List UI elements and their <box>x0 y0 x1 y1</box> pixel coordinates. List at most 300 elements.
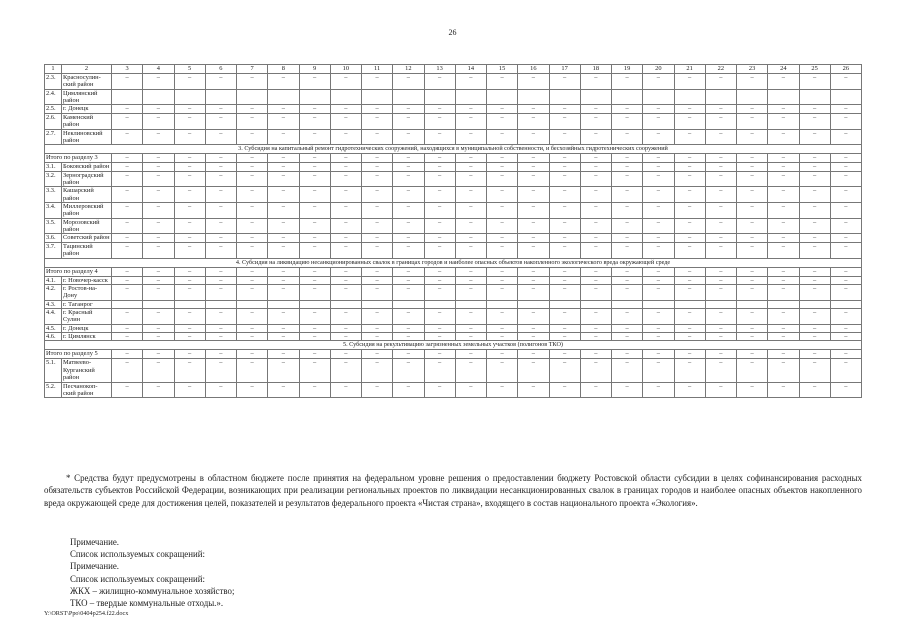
value-cell: – <box>487 350 518 359</box>
footnote <box>44 472 862 509</box>
value-cell: – <box>518 129 549 145</box>
value-cell <box>799 89 830 105</box>
value-cell: – <box>768 203 799 219</box>
value-cell: – <box>455 218 486 234</box>
value-cell: – <box>549 74 580 90</box>
value-cell: – <box>643 276 674 284</box>
value-cell: – <box>330 171 361 187</box>
value-cell: – <box>143 267 174 276</box>
value-cell: – <box>674 324 705 332</box>
value-cell: – <box>268 218 299 234</box>
value-cell: – <box>768 359 799 382</box>
value-cell: – <box>674 105 705 113</box>
value-cell: – <box>549 154 580 163</box>
value-cell: – <box>205 350 236 359</box>
value-cell: – <box>549 171 580 187</box>
value-cell: – <box>705 234 736 242</box>
value-cell: – <box>205 276 236 284</box>
value-cell <box>643 89 674 105</box>
value-cell: – <box>674 382 705 398</box>
value-cell: – <box>737 203 768 219</box>
file-path: Y:\ORST\Ppo\0404p254.f22.docx <box>44 610 129 617</box>
value-cell: – <box>580 163 611 171</box>
value-cell: – <box>612 234 643 242</box>
row-number: 3.3. <box>45 187 62 203</box>
municipality-name: Миллеровский район <box>62 203 112 219</box>
value-cell: – <box>143 105 174 113</box>
value-cell: – <box>674 154 705 163</box>
table-row <box>45 203 862 219</box>
value-cell <box>487 300 518 308</box>
value-cell: – <box>643 234 674 242</box>
value-cell: – <box>143 154 174 163</box>
value-cell: – <box>737 382 768 398</box>
value-cell: – <box>299 171 330 187</box>
value-cell: – <box>299 154 330 163</box>
value-cell <box>549 300 580 308</box>
value-cell: – <box>549 105 580 113</box>
value-cell: – <box>299 129 330 145</box>
column-number: 8 <box>268 65 299 74</box>
value-cell <box>455 89 486 105</box>
municipality-name: г. Таганрог <box>62 300 112 308</box>
value-cell <box>705 89 736 105</box>
value-cell: – <box>518 234 549 242</box>
value-cell: – <box>705 129 736 145</box>
value-cell: – <box>455 284 486 300</box>
value-cell: – <box>830 74 861 90</box>
value-cell: – <box>143 203 174 219</box>
note-line: Примечание. <box>70 561 119 572</box>
value-cell: – <box>768 382 799 398</box>
value-cell: – <box>299 242 330 258</box>
value-cell: – <box>362 242 393 258</box>
value-cell: – <box>362 382 393 398</box>
value-cell: – <box>362 129 393 145</box>
value-cell <box>737 300 768 308</box>
value-cell: – <box>612 171 643 187</box>
value-cell: – <box>705 359 736 382</box>
value-cell: – <box>424 284 455 300</box>
value-cell: – <box>268 129 299 145</box>
value-cell: – <box>174 187 205 203</box>
value-cell: – <box>580 154 611 163</box>
value-cell: – <box>143 284 174 300</box>
value-cell: – <box>830 218 861 234</box>
value-cell: – <box>393 234 424 242</box>
value-cell: – <box>705 203 736 219</box>
value-cell: – <box>549 267 580 276</box>
column-number: 2 <box>62 65 112 74</box>
value-cell: – <box>580 171 611 187</box>
value-cell: – <box>705 218 736 234</box>
value-cell: – <box>143 308 174 324</box>
value-cell: – <box>299 74 330 90</box>
value-cell: – <box>362 154 393 163</box>
value-cell: – <box>237 382 268 398</box>
value-cell <box>112 89 143 105</box>
value-cell: – <box>737 163 768 171</box>
value-cell: – <box>612 218 643 234</box>
value-cell: – <box>455 267 486 276</box>
value-cell: – <box>330 105 361 113</box>
value-cell: – <box>705 171 736 187</box>
value-cell: – <box>643 359 674 382</box>
value-cell: – <box>330 350 361 359</box>
value-cell: – <box>455 113 486 129</box>
value-cell <box>518 300 549 308</box>
value-cell: – <box>768 284 799 300</box>
column-number: 23 <box>737 65 768 74</box>
row-number: 2.4. <box>45 89 62 105</box>
value-cell: – <box>674 171 705 187</box>
value-cell: – <box>268 203 299 219</box>
value-cell: – <box>362 105 393 113</box>
value-cell: – <box>424 242 455 258</box>
value-cell: – <box>330 267 361 276</box>
value-cell: – <box>799 203 830 219</box>
value-cell: – <box>299 105 330 113</box>
value-cell: – <box>330 242 361 258</box>
value-cell: – <box>362 187 393 203</box>
value-cell <box>268 300 299 308</box>
value-cell: – <box>799 234 830 242</box>
value-cell: – <box>112 333 143 341</box>
value-cell: – <box>393 276 424 284</box>
row-number: 2.6. <box>45 113 62 129</box>
value-cell: – <box>424 74 455 90</box>
value-cell: – <box>362 324 393 332</box>
row-number: 5.1. <box>45 359 62 382</box>
value-cell: – <box>518 171 549 187</box>
row-number: 3.4. <box>45 203 62 219</box>
value-cell: – <box>549 324 580 332</box>
value-cell: – <box>424 154 455 163</box>
value-cell: – <box>143 113 174 129</box>
note-line: ТКО – твердые коммунальные отходы.». <box>70 598 224 609</box>
value-cell <box>237 300 268 308</box>
value-cell: – <box>143 324 174 332</box>
value-cell: – <box>737 129 768 145</box>
value-cell: – <box>268 171 299 187</box>
value-cell <box>518 89 549 105</box>
value-cell: – <box>112 382 143 398</box>
value-cell: – <box>362 74 393 90</box>
row-number: 3.5. <box>45 218 62 234</box>
value-cell: – <box>549 276 580 284</box>
value-cell: – <box>830 234 861 242</box>
value-cell: – <box>112 284 143 300</box>
value-cell: – <box>455 163 486 171</box>
column-number: 26 <box>830 65 861 74</box>
row-number: 4.5. <box>45 324 62 332</box>
value-cell: – <box>674 276 705 284</box>
value-cell: – <box>362 284 393 300</box>
value-cell: – <box>237 324 268 332</box>
value-cell: – <box>674 333 705 341</box>
value-cell: – <box>330 333 361 341</box>
value-cell: – <box>549 333 580 341</box>
value-cell: – <box>799 359 830 382</box>
value-cell: – <box>268 324 299 332</box>
value-cell: – <box>393 324 424 332</box>
table-row <box>45 284 862 300</box>
municipality-name: Цимлянский район <box>62 89 112 105</box>
table-row <box>45 324 862 332</box>
value-cell: – <box>299 276 330 284</box>
value-cell: – <box>393 187 424 203</box>
value-cell <box>237 89 268 105</box>
value-cell: – <box>580 203 611 219</box>
value-cell: – <box>674 218 705 234</box>
value-cell: – <box>830 267 861 276</box>
value-cell: – <box>799 113 830 129</box>
value-cell: – <box>330 382 361 398</box>
municipality-name: Тацинский район <box>62 242 112 258</box>
value-cell: – <box>112 359 143 382</box>
value-cell: – <box>518 154 549 163</box>
value-cell: – <box>830 350 861 359</box>
row-number: 4.6. <box>45 333 62 341</box>
value-cell: – <box>737 113 768 129</box>
value-cell: – <box>518 382 549 398</box>
value-cell: – <box>455 129 486 145</box>
value-cell: – <box>799 105 830 113</box>
value-cell: – <box>643 242 674 258</box>
value-cell <box>393 89 424 105</box>
value-cell: – <box>424 203 455 219</box>
column-number: 12 <box>393 65 424 74</box>
column-number: 21 <box>674 65 705 74</box>
municipality-name: Советский район <box>63 234 110 242</box>
table-row <box>45 300 862 308</box>
value-cell: – <box>455 105 486 113</box>
municipality-name: Морозовский район <box>62 218 112 234</box>
value-cell: – <box>705 324 736 332</box>
value-cell: – <box>518 203 549 219</box>
value-cell: – <box>330 113 361 129</box>
value-cell: – <box>237 163 268 171</box>
value-cell: – <box>705 113 736 129</box>
value-cell: – <box>643 187 674 203</box>
value-cell: – <box>737 350 768 359</box>
column-number: 9 <box>299 65 330 74</box>
value-cell: – <box>174 308 205 324</box>
value-cell: – <box>205 218 236 234</box>
row-number: 4.3. <box>45 300 62 308</box>
value-cell: – <box>205 382 236 398</box>
value-cell: – <box>205 105 236 113</box>
value-cell: – <box>237 267 268 276</box>
value-cell <box>143 89 174 105</box>
value-cell: – <box>518 187 549 203</box>
value-cell: – <box>299 187 330 203</box>
value-cell: – <box>362 350 393 359</box>
value-cell: – <box>549 203 580 219</box>
value-cell: – <box>580 333 611 341</box>
value-cell: – <box>424 382 455 398</box>
value-cell: – <box>174 163 205 171</box>
value-cell: – <box>487 218 518 234</box>
value-cell: – <box>174 276 205 284</box>
value-cell: – <box>768 163 799 171</box>
header-row <box>45 65 862 74</box>
value-cell: – <box>643 129 674 145</box>
value-cell: – <box>330 129 361 145</box>
value-cell: – <box>330 203 361 219</box>
value-cell: – <box>830 154 861 163</box>
value-cell: – <box>237 113 268 129</box>
municipality-name: Зерноградский район <box>62 171 112 187</box>
value-cell: – <box>362 308 393 324</box>
municipality-name: г. Цимлянск <box>62 333 112 341</box>
value-cell: – <box>487 359 518 382</box>
value-cell: – <box>205 129 236 145</box>
value-cell: – <box>643 113 674 129</box>
value-cell: – <box>299 218 330 234</box>
value-cell: – <box>705 308 736 324</box>
value-cell <box>174 89 205 105</box>
value-cell <box>112 300 143 308</box>
value-cell: – <box>612 129 643 145</box>
value-cell: – <box>424 129 455 145</box>
value-cell: – <box>174 382 205 398</box>
value-cell: – <box>299 324 330 332</box>
value-cell: – <box>393 350 424 359</box>
municipality-name: Кашарский район <box>62 187 112 203</box>
value-cell: – <box>580 74 611 90</box>
section-heading-row <box>45 145 862 154</box>
section-title: 5. Субсидия на рекультивацию загрязненных земельных участков (полигонов ТКО) <box>45 341 862 350</box>
value-cell: – <box>205 242 236 258</box>
value-cell: – <box>237 203 268 219</box>
row-number: 5.2. <box>45 382 62 398</box>
table-row <box>45 382 862 398</box>
value-cell: – <box>612 105 643 113</box>
value-cell: – <box>674 163 705 171</box>
value-cell: – <box>518 163 549 171</box>
value-cell: – <box>205 74 236 90</box>
value-cell: – <box>268 105 299 113</box>
value-cell: – <box>205 284 236 300</box>
municipality-name: г. Ростов-на-Дону <box>62 284 112 300</box>
value-cell: – <box>674 113 705 129</box>
value-cell: – <box>580 129 611 145</box>
value-cell: – <box>205 359 236 382</box>
row-number: 3.1. <box>45 163 62 171</box>
value-cell: – <box>487 203 518 219</box>
value-cell: – <box>112 350 143 359</box>
value-cell: – <box>674 129 705 145</box>
value-cell: – <box>612 187 643 203</box>
value-cell: – <box>362 113 393 129</box>
table-row <box>45 333 862 341</box>
value-cell: – <box>362 276 393 284</box>
value-cell: – <box>830 308 861 324</box>
value-cell: – <box>705 242 736 258</box>
value-cell: – <box>268 308 299 324</box>
value-cell: – <box>705 382 736 398</box>
value-cell: – <box>112 171 143 187</box>
value-cell: – <box>393 218 424 234</box>
value-cell: – <box>237 276 268 284</box>
value-cell: – <box>487 171 518 187</box>
value-cell: – <box>549 350 580 359</box>
value-cell: – <box>549 129 580 145</box>
value-cell: – <box>768 154 799 163</box>
note-line: ЖКХ – жилищно-коммунальное хозяйство; <box>70 585 235 596</box>
value-cell: – <box>393 74 424 90</box>
value-cell: – <box>799 284 830 300</box>
value-cell: – <box>830 171 861 187</box>
value-cell: – <box>112 105 143 113</box>
column-number: 19 <box>612 65 643 74</box>
value-cell: – <box>830 284 861 300</box>
table-row <box>45 359 862 382</box>
value-cell: – <box>174 74 205 90</box>
value-cell: – <box>487 267 518 276</box>
value-cell: – <box>393 242 424 258</box>
value-cell: – <box>768 234 799 242</box>
column-number: 24 <box>768 65 799 74</box>
value-cell: – <box>518 113 549 129</box>
column-number: 20 <box>643 65 674 74</box>
value-cell: – <box>737 242 768 258</box>
value-cell: – <box>455 276 486 284</box>
value-cell: – <box>487 74 518 90</box>
value-cell: – <box>174 324 205 332</box>
value-cell: – <box>205 324 236 332</box>
total-label: Итого по разделу 5 <box>45 350 112 359</box>
value-cell: – <box>268 276 299 284</box>
value-cell <box>487 89 518 105</box>
value-cell: – <box>237 308 268 324</box>
value-cell: – <box>237 359 268 382</box>
value-cell: – <box>299 382 330 398</box>
value-cell: – <box>299 203 330 219</box>
section-total-row <box>45 154 862 163</box>
table-row <box>45 218 862 234</box>
value-cell <box>174 300 205 308</box>
table-row <box>45 74 862 90</box>
value-cell: – <box>330 154 361 163</box>
municipality-name: Песчанокоп-ский район <box>62 382 112 398</box>
column-number: 6 <box>205 65 236 74</box>
value-cell: – <box>612 113 643 129</box>
value-cell: – <box>112 276 143 284</box>
value-cell: – <box>705 105 736 113</box>
value-cell: – <box>643 218 674 234</box>
value-cell: – <box>580 267 611 276</box>
value-cell <box>799 300 830 308</box>
value-cell: – <box>612 242 643 258</box>
value-cell: – <box>362 171 393 187</box>
value-cell: – <box>268 359 299 382</box>
value-cell: – <box>424 105 455 113</box>
table-row <box>45 234 862 242</box>
row-number: 2.5. <box>45 105 62 113</box>
value-cell: – <box>424 171 455 187</box>
budget-table <box>44 64 862 398</box>
table-row <box>45 187 862 203</box>
table-row <box>45 129 862 145</box>
value-cell: – <box>112 308 143 324</box>
value-cell: – <box>518 276 549 284</box>
value-cell: – <box>737 333 768 341</box>
value-cell <box>612 89 643 105</box>
value-cell: – <box>830 187 861 203</box>
value-cell: – <box>424 113 455 129</box>
